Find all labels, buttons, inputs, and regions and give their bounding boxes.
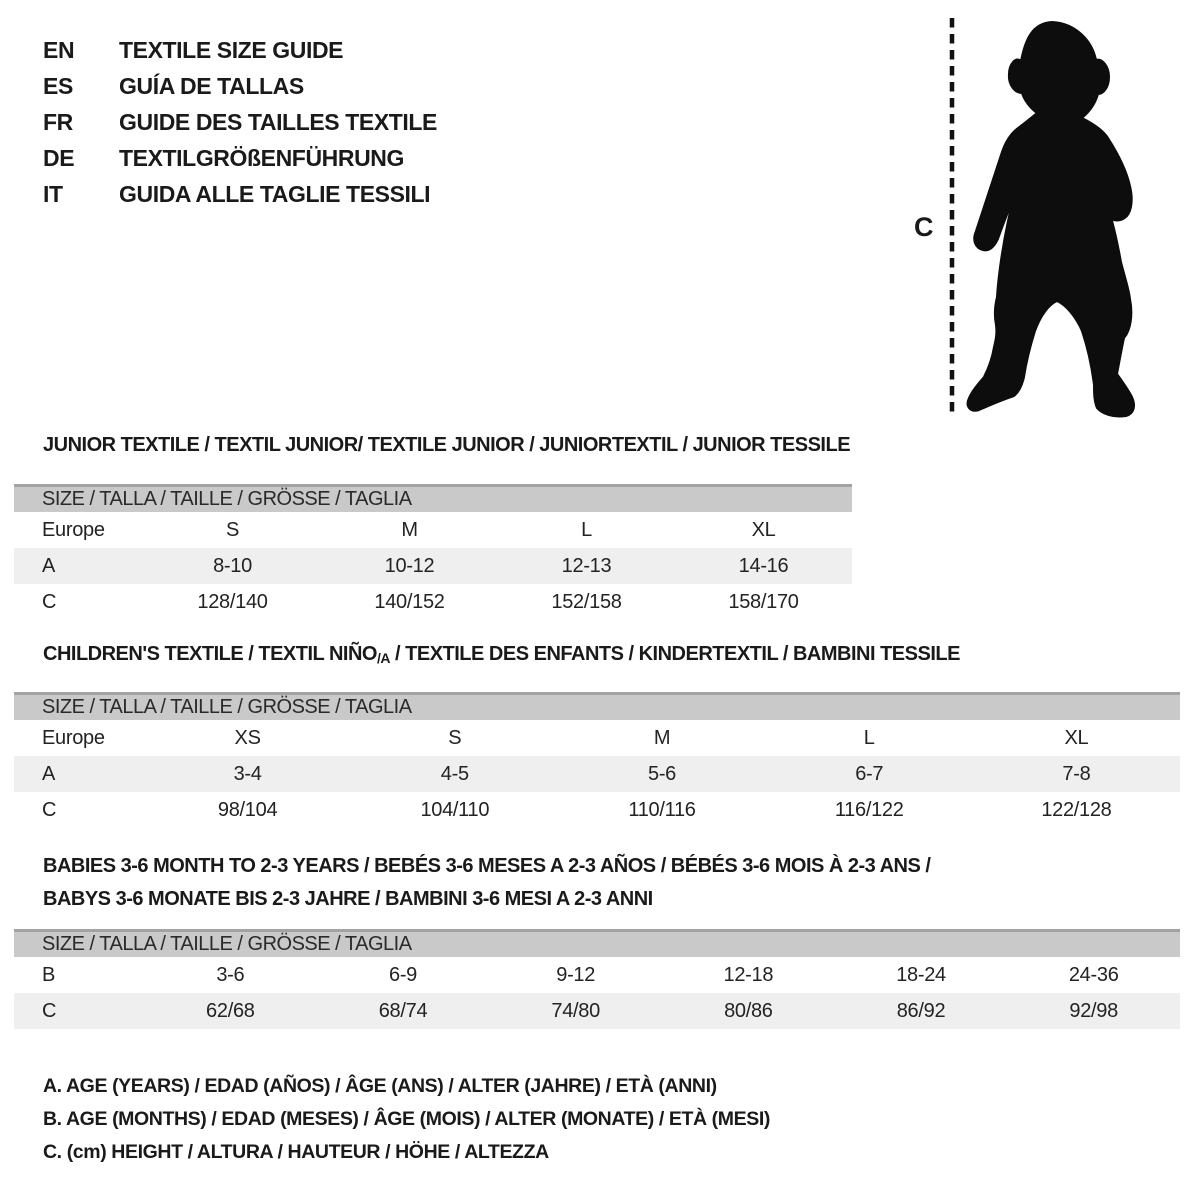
table-cell: 140/152 [374, 591, 445, 613]
footnote-a: A. AGE (YEARS) / EDAD (AÑOS) / ÂGE (ANS) / ALTER (JAHRE) / ETÀ (ANNI) [43, 1075, 717, 1097]
row-label: Europe [42, 727, 105, 749]
table-cell: 8-10 [213, 555, 252, 577]
toddler-silhouette-icon [900, 0, 1200, 440]
table-cell: 6-9 [389, 964, 418, 986]
language-row [43, 68, 437, 104]
section-title-junior: JUNIOR TEXTILE / TEXTIL JUNIOR/ TEXTILE JUNIOR / JUNIORTEXTIL / JUNIOR TESSILE [43, 434, 851, 456]
table-cell: 62/68 [206, 1000, 255, 1022]
table-cell: 74/80 [551, 1000, 600, 1022]
table-cell: 122/128 [1041, 799, 1112, 821]
table-cell: 12-13 [561, 555, 612, 577]
table-cell: 98/104 [217, 799, 278, 821]
language-code: DE [43, 145, 75, 171]
babies-title-line1: BABIES 3-6 MONTH TO 2-3 YEARS / BEBÉS 3-6 MESES A 2-3 AÑOS / BÉBÉS 3-6 MOIS À 2-3 ANS / [43, 855, 931, 877]
language-label: GUIDA ALLE TAGLIE TESSILI [119, 181, 431, 207]
children-table-rows [14, 720, 1180, 828]
section-title-babies [43, 850, 930, 916]
table-cell: 128/140 [197, 591, 268, 613]
footnote-b: B. AGE (MONTHS) / EDAD (MESES) / ÂGE (MOIS) / ALTER (MONATE) / ETÀ (MESI) [43, 1108, 770, 1130]
table-cell: 68/74 [378, 1000, 428, 1022]
height-measure-label: C [914, 212, 934, 242]
table-cell: M [653, 727, 671, 749]
table-cell: 5-6 [648, 763, 677, 785]
table-cell: 104/110 [420, 799, 490, 821]
table-row [14, 792, 1180, 828]
table-cell: L [863, 727, 875, 749]
language-code: EN [43, 37, 75, 63]
table-row [14, 512, 852, 548]
table-cell: L [581, 519, 592, 541]
language-code: FR [43, 109, 73, 135]
table-cell: 7-8 [1062, 763, 1091, 785]
table-cell: 158/170 [728, 591, 799, 613]
table-cell: 24-36 [1068, 964, 1119, 986]
table-cell: XS [234, 727, 261, 749]
table-row [14, 957, 1180, 993]
table-cell: 4-5 [440, 763, 469, 785]
children-size-table [14, 692, 1180, 828]
size-header-bar: SIZE / TALLA / TAILLE / GRÖSSE / TAGLIA [14, 484, 852, 512]
table-row [14, 548, 852, 584]
junior-table-rows [14, 512, 852, 620]
table-cell: 110/116 [628, 799, 696, 821]
figure-panel [900, 0, 1200, 440]
language-code: IT [43, 181, 63, 207]
language-row [43, 176, 437, 212]
language-row [43, 104, 437, 140]
babies-title-line2: BABYS 3-6 MONATE BIS 2-3 JAHRE / BAMBINI 3-6 MESI A 2-3 ANNI [43, 888, 653, 910]
row-label: B [42, 964, 56, 986]
language-row [43, 140, 437, 176]
row-label: A [42, 555, 56, 577]
table-cell: 152/158 [551, 591, 622, 613]
table-cell: M [401, 519, 418, 541]
table-cell: XL [1064, 727, 1089, 749]
size-header-bar: SIZE / TALLA / TAILLE / GRÖSSE / TAGLIA [14, 929, 1180, 957]
language-label: TEXTILE SIZE GUIDE [119, 37, 344, 63]
table-row [14, 584, 852, 620]
footnotes-block [43, 1070, 770, 1169]
children-title-pre: CHILDREN'S TEXTILE / TEXTIL NIÑO [43, 643, 377, 665]
row-label: C [42, 1000, 57, 1022]
table-cell: 116/122 [834, 799, 904, 821]
section-title-children [43, 643, 960, 666]
table-cell: 18-24 [896, 964, 946, 986]
table-row [14, 756, 1180, 792]
table-cell: S [448, 727, 462, 749]
table-cell: XL [751, 519, 776, 541]
row-label: C [42, 591, 57, 613]
table-cell: 92/98 [1069, 1000, 1118, 1022]
children-title-post: / TEXTILE DES ENFANTS / KINDERTEXTIL / BAMBINI TESSILE [389, 643, 960, 665]
children-title-sub: /A [376, 650, 390, 666]
language-label: GUIDE DES TAILLES TEXTILE [119, 109, 437, 135]
table-cell: 3-6 [216, 964, 245, 986]
table-cell: S [225, 519, 240, 541]
table-cell: 6-7 [855, 763, 884, 785]
table-cell: 9-12 [556, 964, 596, 986]
footnote-c: C. (cm) HEIGHT / ALTURA / HAUTEUR / HÖHE / ALTEZZA [43, 1141, 549, 1163]
language-row [43, 32, 437, 68]
language-title-block [43, 32, 437, 212]
table-cell: 12-18 [723, 964, 774, 986]
babies-table-rows [14, 957, 1180, 1029]
language-label: TEXTILGRÖßENFÜHRUNG [119, 145, 404, 171]
size-header-bar: SIZE / TALLA / TAILLE / GRÖSSE / TAGLIA [14, 692, 1180, 720]
row-label: C [42, 799, 57, 821]
table-cell: 3-4 [233, 763, 262, 785]
table-cell: 14-16 [738, 555, 789, 577]
language-code: ES [43, 73, 73, 99]
table-row [14, 720, 1180, 756]
table-cell: 86/92 [896, 1000, 946, 1022]
row-label: A [42, 763, 56, 785]
table-cell: 10-12 [384, 555, 435, 577]
row-label: Europe [42, 519, 105, 541]
language-label: GUÍA DE TALLAS [119, 73, 304, 99]
table-row [14, 993, 1180, 1029]
babies-size-table [14, 929, 1180, 1029]
toddler-body-shape [968, 22, 1134, 417]
junior-size-table [14, 484, 852, 620]
table-cell: 80/86 [724, 1000, 773, 1022]
